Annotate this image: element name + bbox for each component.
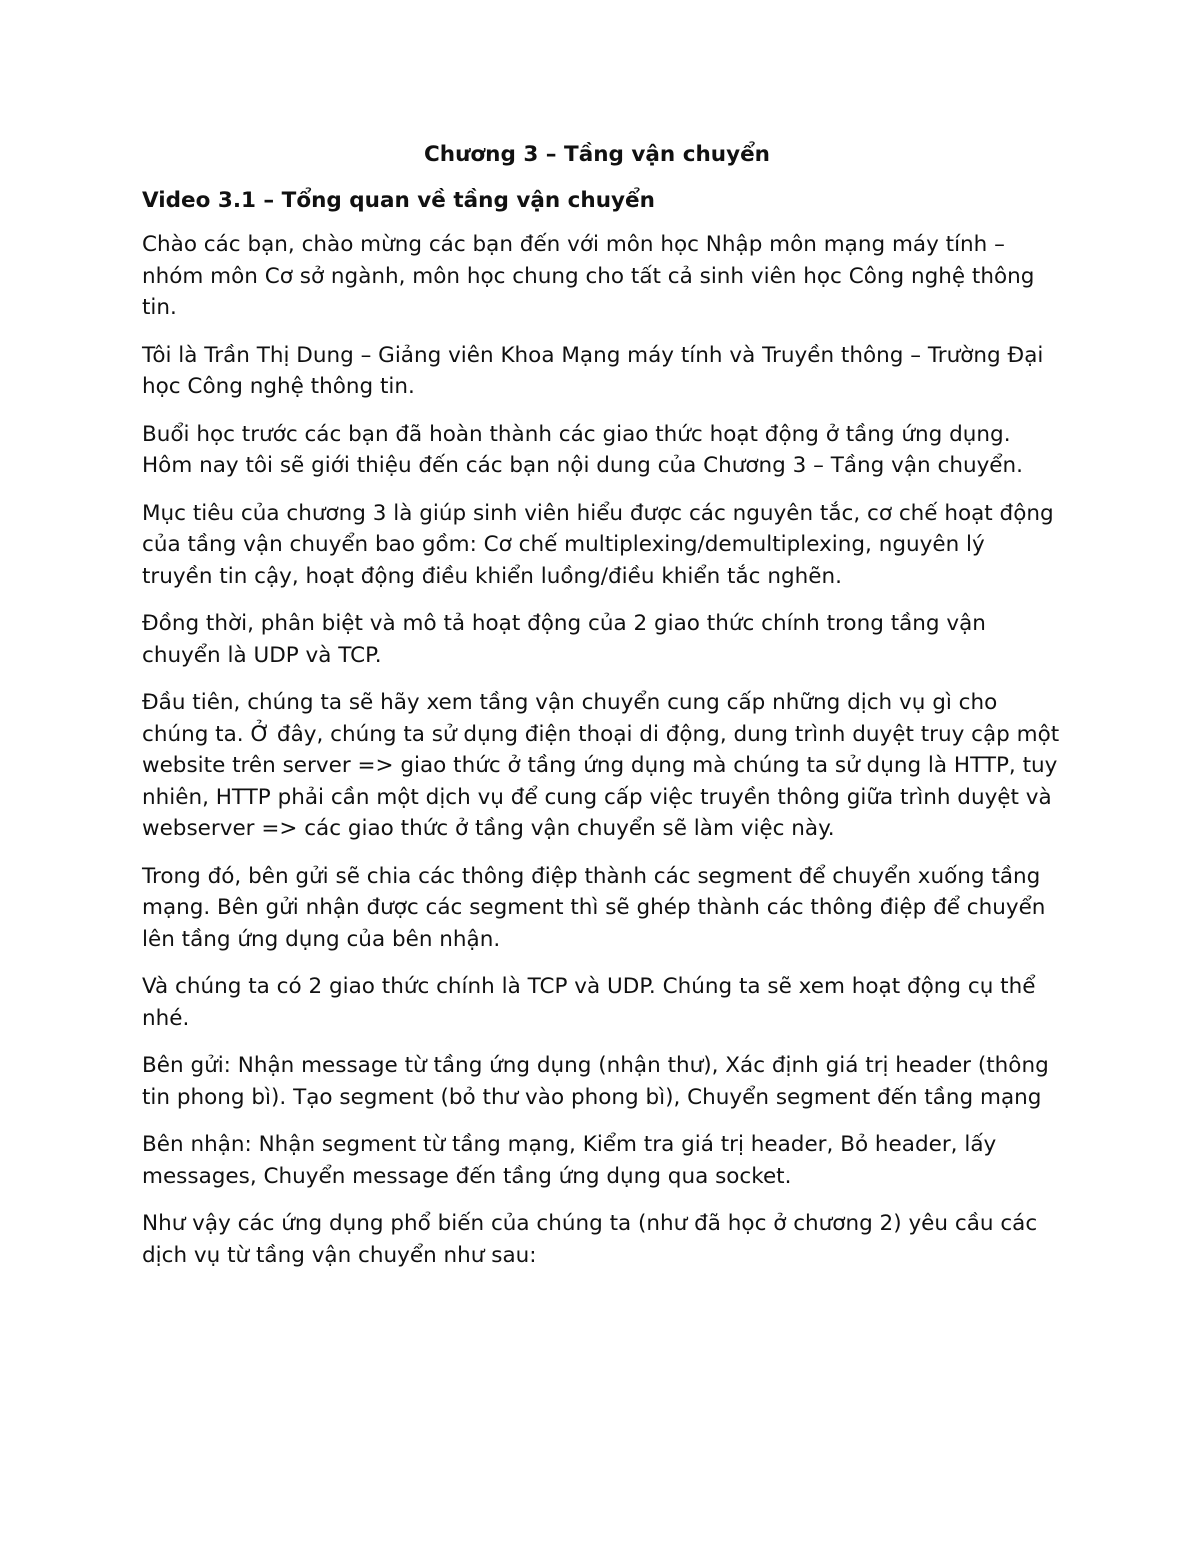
paragraph-services: Đầu tiên, chúng ta sẽ hãy xem tầng vận chuyển cung cấp những dịch vụ gì cho chúng ta. Ở đây, chúng ta sử dụng điện thoại di động, dung trình duyệt truy cập một website trên server => giao thức ở tầng ứng dụng mà chúng ta sử dụng là HTTP, tuy nhiên, HTTP phải cần một dịch vụ để cung cấp việc truyền thông giữa trình duyệt và webserver => các giao thức ở tầng vận chuyển sẽ làm việc này. — [142, 690, 1060, 841]
paragraph-protocols: Đồng thời, phân biệt và mô tả hoạt động của 2 giao thức chính trong tầng vận chuyển là UDP và TCP. — [142, 611, 986, 668]
paragraph-segments: Trong đó, bên gửi sẽ chia các thông điệp thành các segment để chuyển xuống tầng mạng. Bên gửi nhận được các segment thì sẽ ghép thành các thông điệp để chuyển lên tầng ứng dụng của bên nhận. — [142, 863, 1046, 952]
paragraph-sender: Bên gửi: Nhận message từ tầng ứng dụng (nhận thư), Xác định giá trị header (thông tin phong bì). Tạo segment (bỏ thư vào phong bì), Chuyển segment đến tầng mạng — [142, 1053, 1049, 1110]
chapter-title: Chương 3 – Tầng vận chuyển — [424, 142, 770, 167]
paragraph-lecturer: Tôi là Trần Thị Dung – Giảng viên Khoa Mạng máy tính và Truyền thông – Trường Đại học Công nghệ thông tin. — [142, 342, 1044, 399]
paragraph-applications: Như vậy các ứng dụng phổ biến của chúng ta (như đã học ở chương 2) yêu cầu các dịch vụ từ tầng vận chuyển như sau: — [142, 1211, 1038, 1268]
paragraph-tcp-udp: Và chúng ta có 2 giao thức chính là TCP và UDP. Chúng ta sẽ xem hoạt động cụ thể nhé. — [142, 974, 1036, 1031]
paragraph-greeting: Chào các bạn, chào mừng các bạn đến với môn học Nhập môn mạng máy tính – nhóm môn Cơ sở ngành, môn học chung cho tất cả sinh viên học Công nghệ thông tin. — [142, 232, 1035, 320]
paragraph-receiver: Bên nhận: Nhận segment từ tầng mạng, Kiểm tra giá trị header, Bỏ header, lấy messages, Chuyển message đến tầng ứng dụng qua socket. — [142, 1132, 997, 1189]
document-page — [142, 138, 1062, 1287]
section-title: Video 3.1 – Tổng quan về tầng vận chuyển — [142, 188, 655, 213]
paragraph-objectives: Mục tiêu của chương 3 là giúp sinh viên hiểu được các nguyên tắc, cơ chế hoạt động của tầng vận chuyển bao gồm: Cơ chế multiplexing/demultiplexing, nguyên lý truyền tin cậy, hoạt động điều khiển luồng/điều khiển tắc nghẽn. — [142, 500, 1054, 589]
paragraph-previous-lesson: Buổi học trước các bạn đã hoàn thành các giao thức hoạt động ở tầng ứng dụng. Hôm nay tôi sẽ giới thiệu đến các bạn nội dung của Chương 3 – Tầng vận chuyển. — [142, 421, 1023, 478]
